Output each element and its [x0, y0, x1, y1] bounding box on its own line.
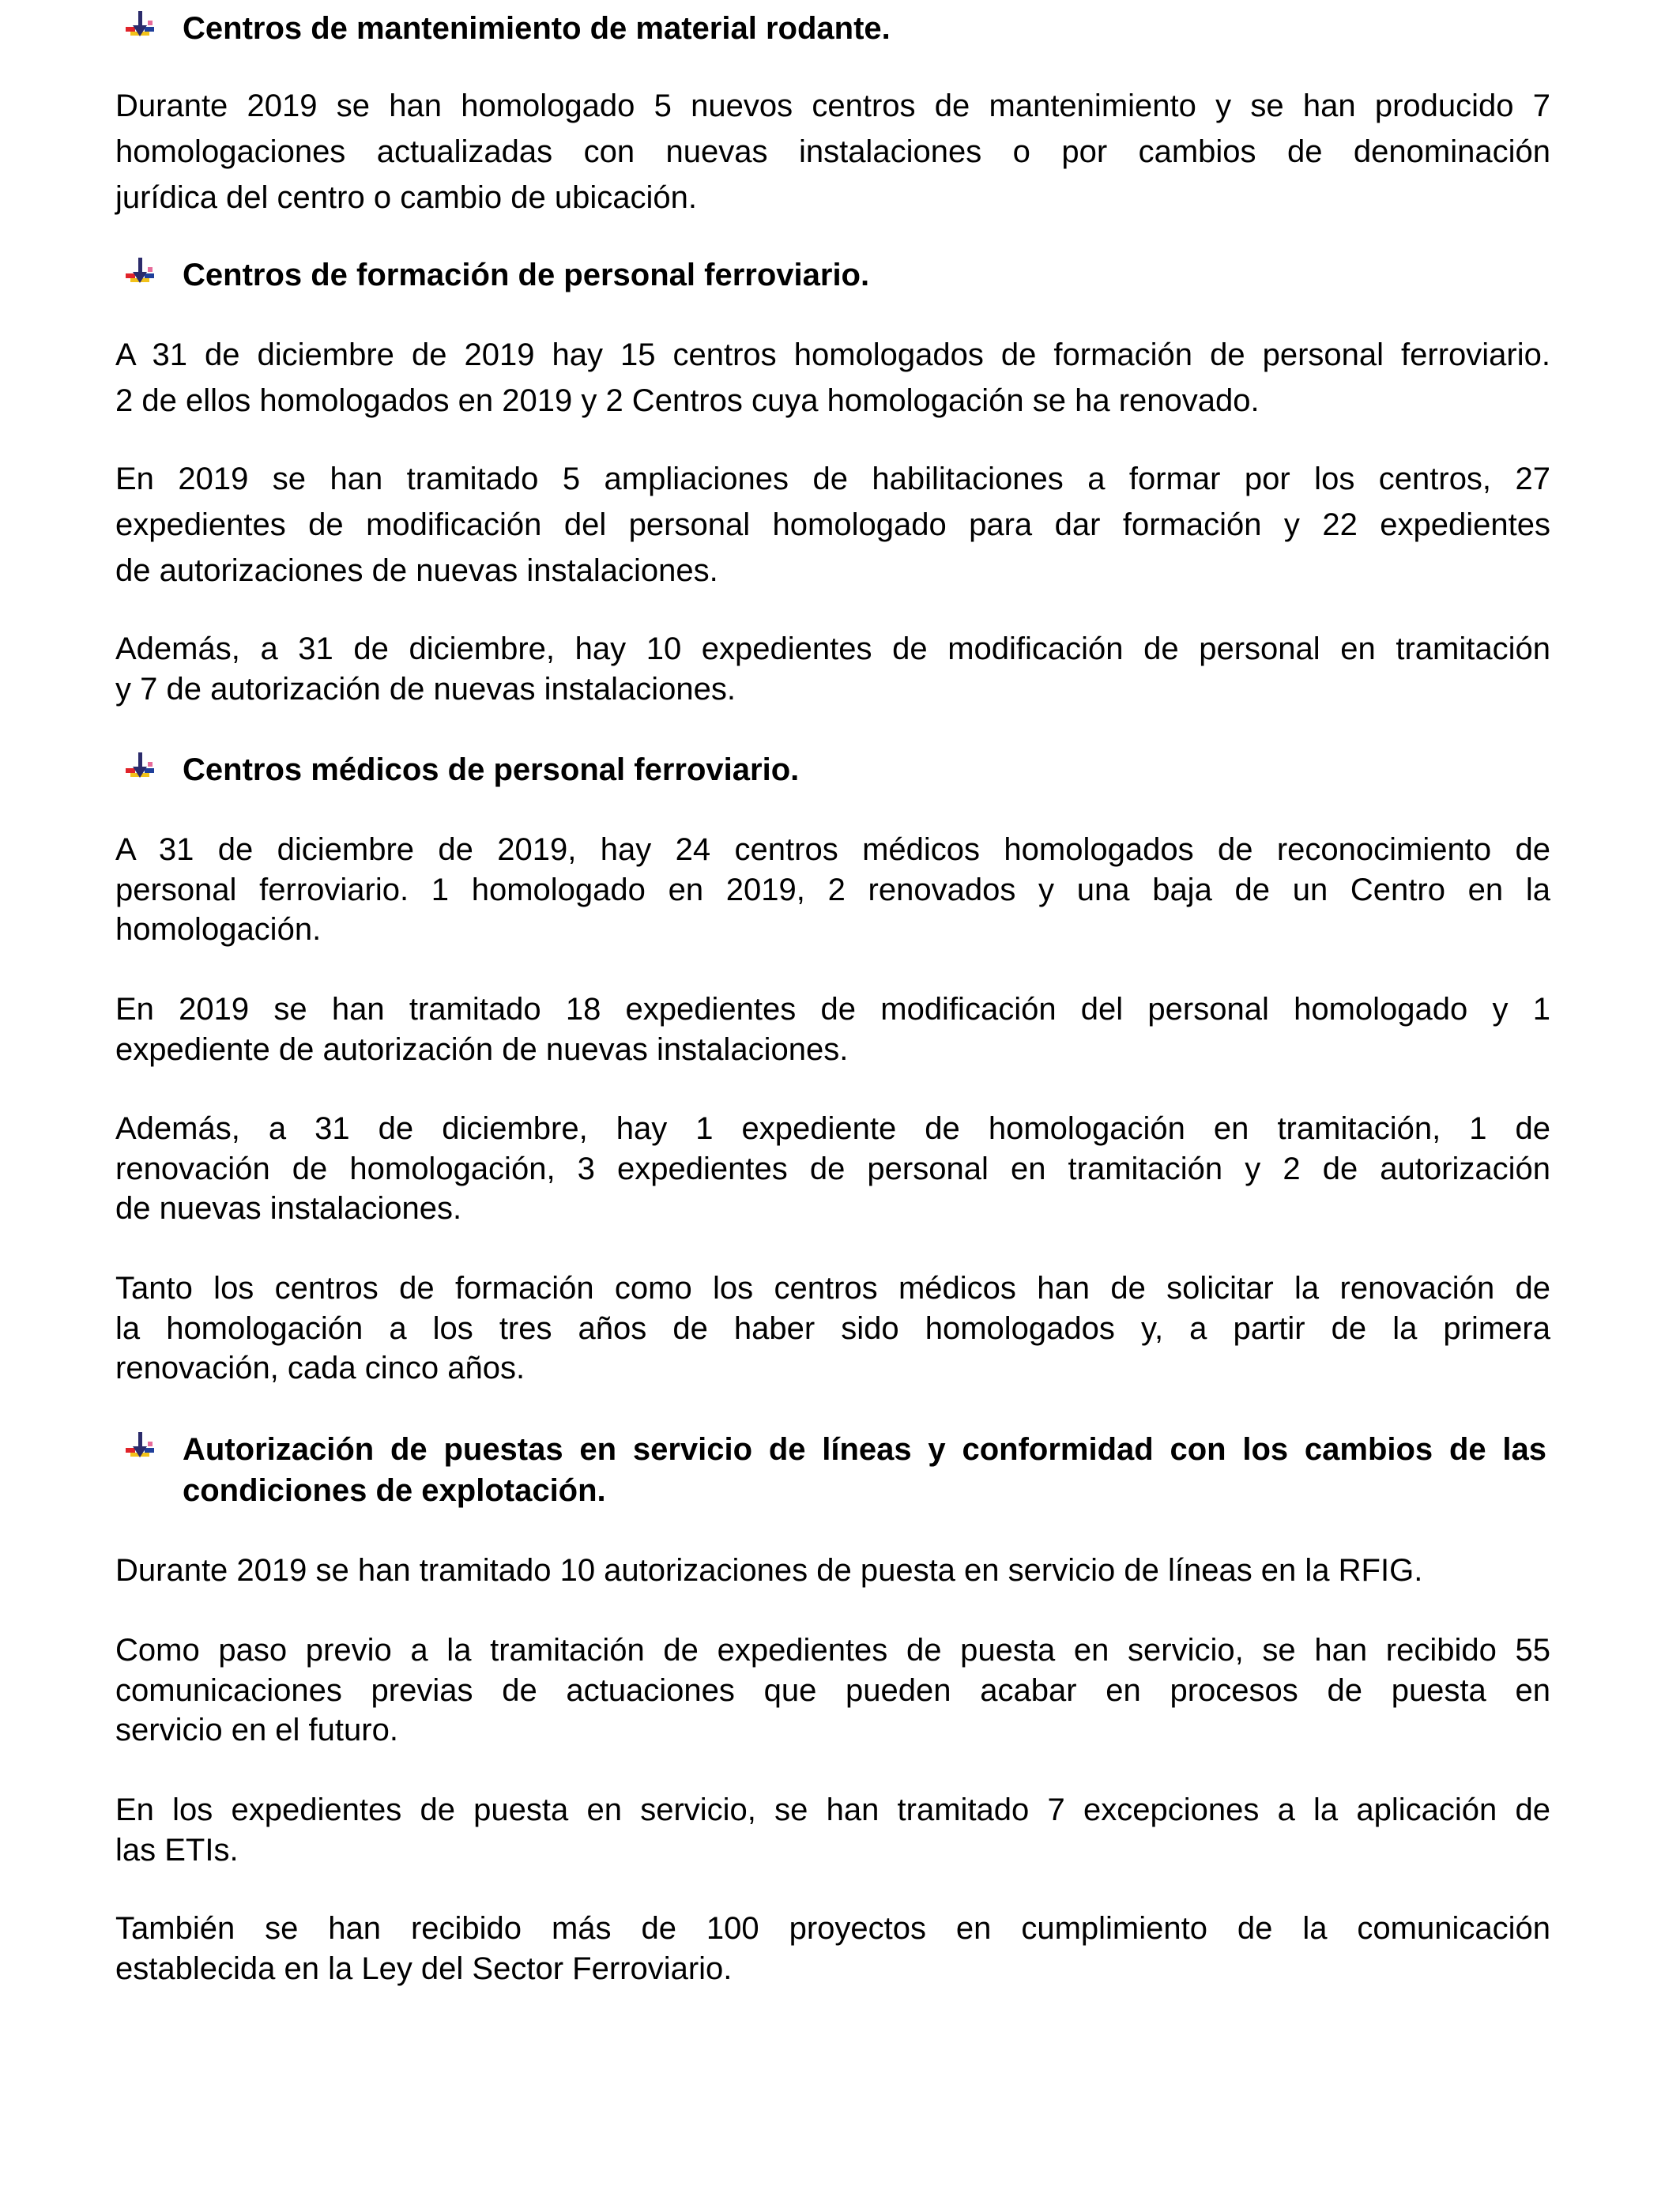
paragraph-line: renovación, cada cinco años. — [115, 1351, 525, 1385]
arrow-down-bullet-icon — [124, 1431, 156, 1462]
section-heading-text: Centros médicos de personal ferroviario. — [183, 752, 800, 787]
paragraph-line: de autorizaciones de nuevas instalaciones. — [115, 553, 718, 588]
paragraph-line: renovación de homologación, 3 expedientes de personal en tramitación y 2 de autorización — [115, 1151, 1550, 1186]
section-heading — [124, 8, 1546, 49]
paragraph-line: servicio en el futuro. — [115, 1713, 398, 1747]
paragraph-line: homologaciones actualizadas con nuevas instalaciones o por cambios de denominación — [115, 134, 1550, 169]
paragraph — [115, 83, 1550, 221]
section-heading — [124, 1429, 1546, 1511]
paragraph — [115, 629, 1550, 709]
paragraph-line: También se han recibido más de 100 proyectos en cumplimiento de la comunicación — [115, 1911, 1550, 1946]
paragraph-line: Además, a 31 de diciembre, hay 1 expediente de homologación en tramitación, 1 de — [115, 1111, 1550, 1146]
paragraph-line: A 31 de diciembre de 2019, hay 24 centros médicos homologados de reconocimiento de — [115, 832, 1550, 867]
arrow-down-bullet-icon — [124, 9, 156, 41]
paragraph — [115, 830, 1550, 950]
paragraph — [115, 1269, 1550, 1389]
section-heading — [124, 254, 1546, 296]
paragraph — [115, 332, 1550, 424]
paragraph — [115, 1109, 1550, 1229]
paragraph-line: y 7 de autorización de nuevas instalaciones. — [115, 671, 736, 707]
paragraph-line: comunicaciones previas de actuaciones que pueden acabar en procesos de puesta en — [115, 1672, 1550, 1708]
paragraph-line: En 2019 se han tramitado 5 ampliaciones de habilitaciones a formar por los centros, 27 — [115, 462, 1550, 496]
paragraph-line: Como paso previo a la tramitación de expedientes de puesta en servicio, se han recibido 55 — [115, 1633, 1550, 1668]
paragraph — [115, 1551, 1550, 1591]
paragraph-line: Además, a 31 de diciembre, hay 10 expedientes de modificación de personal en tramitación — [115, 631, 1550, 666]
paragraph-line: En 2019 se han tramitado 18 expedientes de modificación del personal homologado y 1 — [115, 992, 1550, 1027]
paragraph — [115, 990, 1550, 1069]
paragraph — [115, 1909, 1550, 1989]
paragraph-line: 2 de ellos homologados en 2019 y 2 Centros cuya homologación se ha renovado. — [115, 383, 1260, 418]
paragraph-line: de nuevas instalaciones. — [115, 1191, 462, 1226]
paragraph-line: jurídica del centro o cambio de ubicación. — [115, 180, 697, 215]
paragraph-line: expedientes de modificación del personal homologado para dar formación y 22 expedientes — [115, 507, 1550, 542]
section-heading — [124, 749, 1546, 790]
paragraph-line: A 31 de diciembre de 2019 hay 15 centros homologados de formación de personal ferroviario. — [115, 337, 1550, 372]
paragraph-line: Durante 2019 se han homologado 5 nuevos centros de mantenimiento y se han producido 7 — [115, 89, 1550, 123]
paragraph — [115, 456, 1550, 594]
paragraph-line: Durante 2019 se han tramitado 10 autorizaciones de puesta en servicio de líneas en la RFIG. — [115, 1553, 1423, 1588]
paragraph-line: En los expedientes de puesta en servicio, se han tramitado 7 excepciones a la aplicación de — [115, 1793, 1550, 1827]
paragraph-line: la homologación a los tres años de haber sido homologados y, a partir de la primera — [115, 1310, 1550, 1346]
arrow-down-bullet-icon — [124, 751, 156, 782]
paragraph-line: homologación. — [115, 912, 322, 947]
section-heading-text: Autorización de puestas en servicio de líneas y conformidad con los cambios de las condiciones de explotación. — [183, 1432, 1546, 1508]
paragraph-line: establecida en la Ley del Sector Ferroviario. — [115, 1951, 733, 1986]
paragraph-line: las ETIs. — [115, 1832, 239, 1868]
paragraph — [115, 1630, 1550, 1751]
paragraph-line: Tanto los centros de formación como los centros médicos han de solicitar la renovación de — [115, 1271, 1550, 1306]
arrow-down-bullet-icon — [124, 256, 156, 288]
paragraph-line: personal ferroviario. 1 homologado en 2019, 2 renovados y una baja de un Centro en la — [115, 872, 1550, 907]
section-heading-text: Centros de mantenimiento de material rodante. — [183, 11, 891, 46]
paragraph — [115, 1790, 1550, 1870]
paragraph-line: expediente de autorización de nuevas instalaciones. — [115, 1031, 849, 1067]
section-heading-text: Centros de formación de personal ferroviario. — [183, 258, 870, 292]
